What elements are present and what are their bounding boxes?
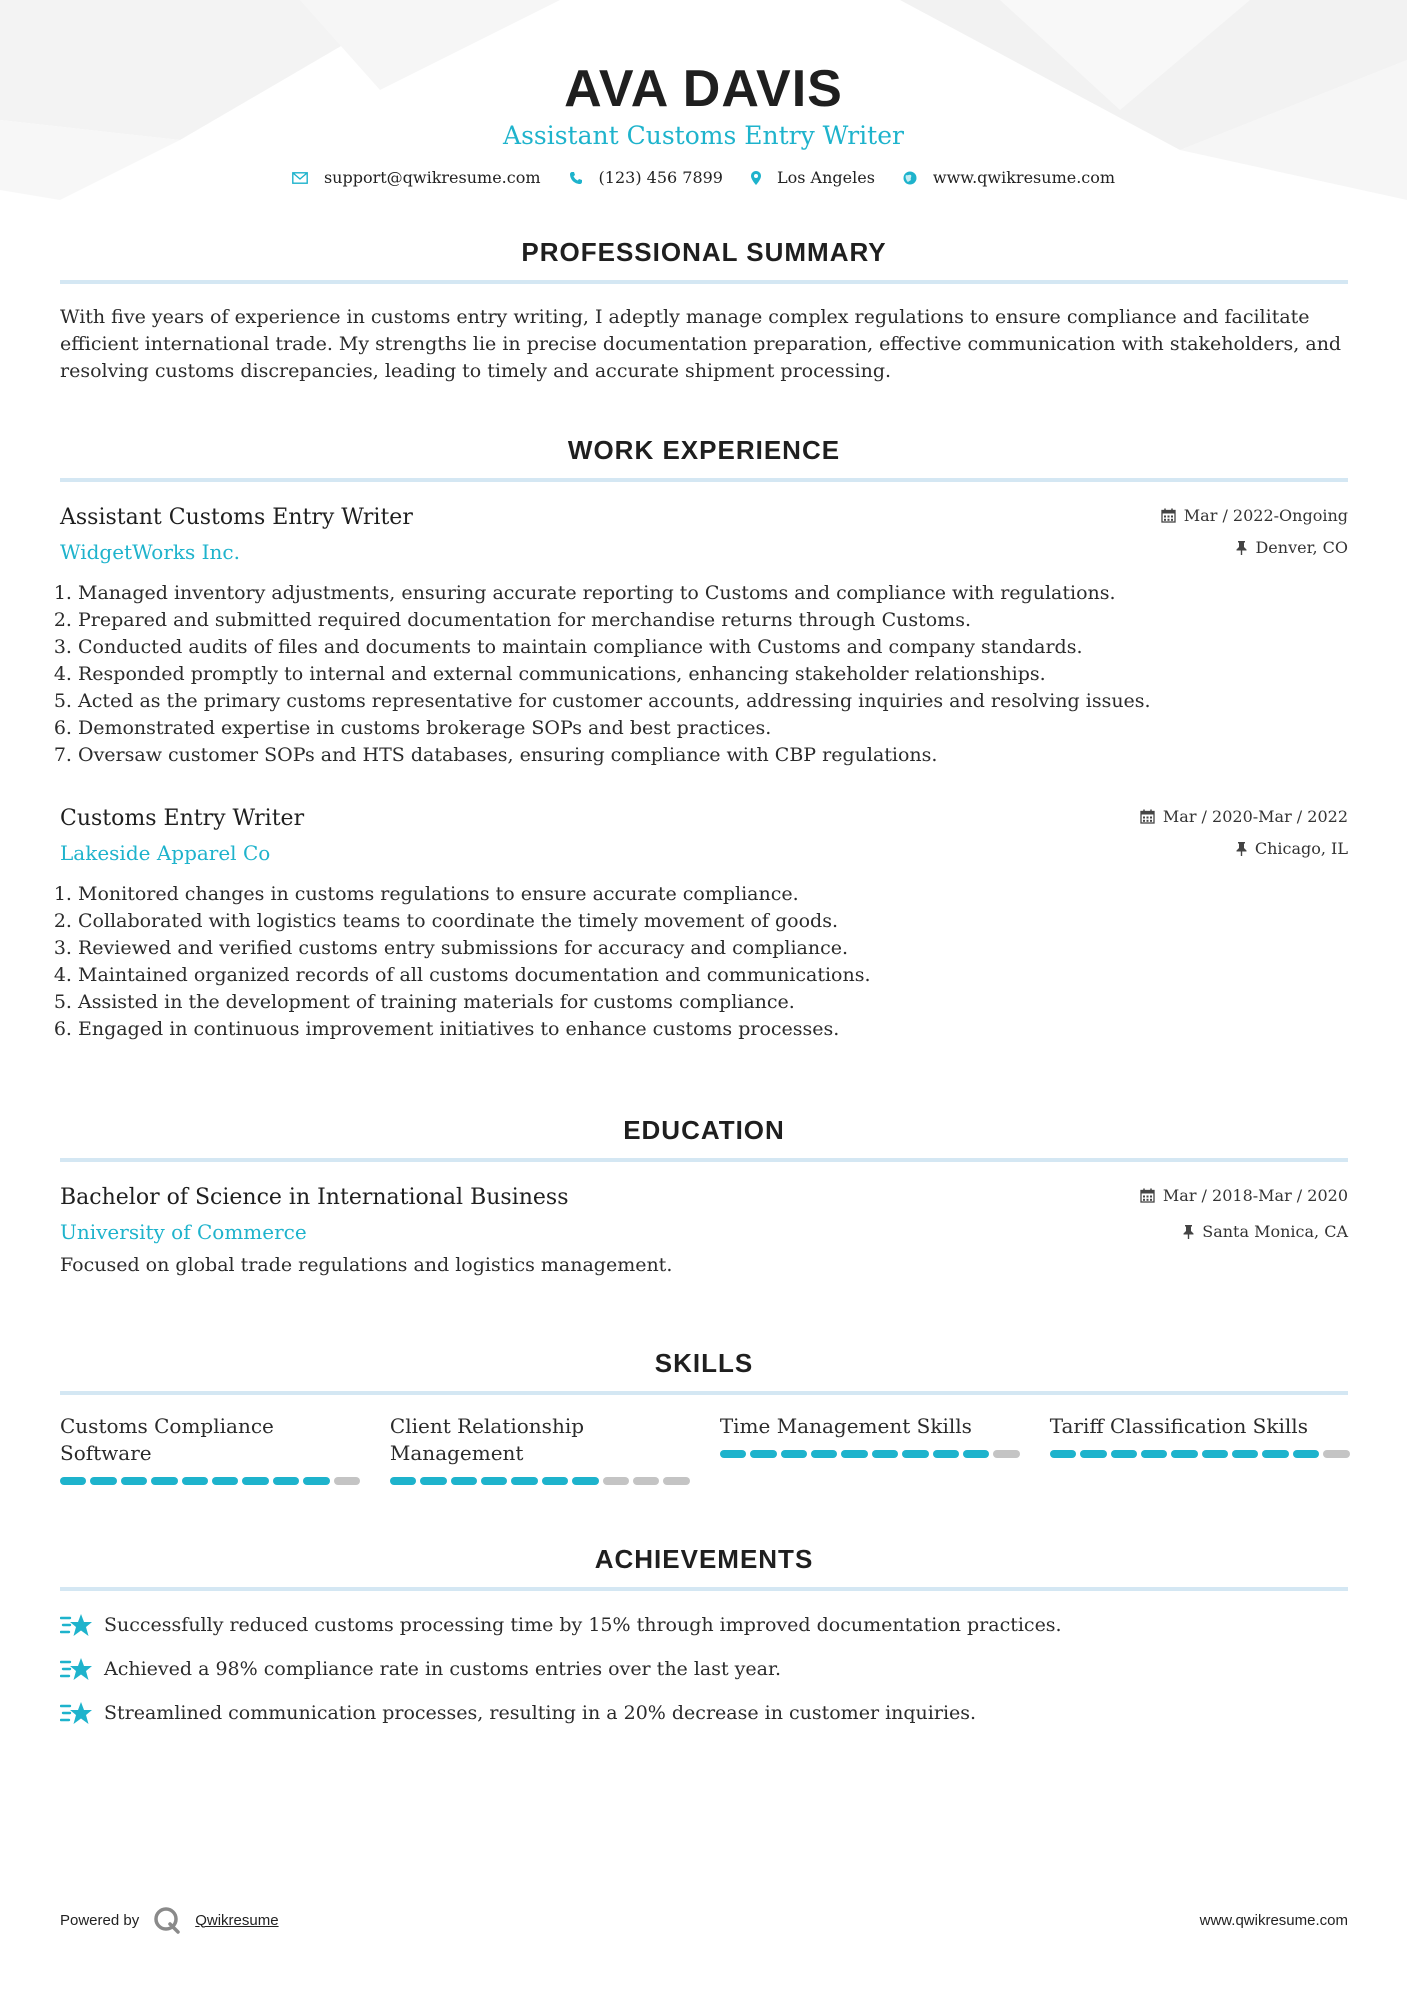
skill-segment-filled — [242, 1477, 268, 1485]
skill-segment-filled — [182, 1477, 208, 1485]
brand-link[interactable]: Qwikresume — [195, 1911, 279, 1929]
education-section — [60, 1114, 1348, 1276]
job-location-text: Chicago, IL — [1254, 839, 1348, 858]
duty-item: 3. Reviewed and verified customs entry submissions for accuracy and compliance. — [78, 935, 1348, 962]
skills-heading: SKILLS — [654, 1348, 754, 1378]
skill-level-bar — [390, 1477, 690, 1485]
skill-segment-filled — [303, 1477, 329, 1485]
pushpin-icon — [1236, 541, 1247, 555]
achievement-list — [60, 1603, 1348, 1735]
duty-item: 4. Responded promptly to internal and external communications, enhancing stakeholder relationships. — [78, 661, 1348, 688]
job-dates — [1140, 807, 1348, 826]
duty-list — [60, 881, 1348, 1043]
skill-segment-filled — [1202, 1450, 1228, 1458]
duty-item: 1. Managed inventory adjustments, ensuring accurate reporting to Customs and compliance with regulations. — [78, 580, 1348, 607]
skill-segment-empty — [334, 1477, 360, 1485]
globe-icon — [903, 171, 917, 185]
skill-segment-filled — [1111, 1450, 1137, 1458]
website-text: www.qwikresume.com — [932, 168, 1116, 187]
job-location — [1236, 839, 1348, 858]
achievement-item — [60, 1603, 1348, 1647]
degree-title: Bachelor of Science in International Business — [60, 1185, 569, 1210]
duty-item: 5. Acted as the primary customs representative for customer accounts, addressing inquiries and resolving issues. — [78, 688, 1348, 715]
skill-segment-filled — [212, 1477, 238, 1485]
skill-segment-filled — [1293, 1450, 1319, 1458]
powered-by-label: Powered by — [60, 1911, 140, 1929]
duty-item: 3. Conducted audits of files and documents to maintain compliance with Customs and company standards. — [78, 634, 1348, 661]
skill-level-bar — [60, 1477, 360, 1485]
skill-segment-filled — [151, 1477, 177, 1485]
skill-segment-filled — [963, 1450, 989, 1458]
skill-segment-filled — [1171, 1450, 1197, 1458]
skill-segment-filled — [933, 1450, 959, 1458]
shooting-star-icon — [60, 1655, 94, 1683]
achievements-heading: ACHIEVEMENTS — [594, 1544, 814, 1574]
achievement-item — [60, 1691, 1348, 1735]
duty-item: 6. Demonstrated expertise in customs brokerage SOPs and best practices. — [78, 715, 1348, 742]
job-title: Customs Entry Writer — [60, 806, 305, 831]
skill-segment-filled — [750, 1450, 776, 1458]
skill-segment-empty — [603, 1477, 629, 1485]
education-description: Focused on global trade regulations and logistics management. — [60, 1254, 673, 1276]
duty-item: 2. Prepared and submitted required documentation for merchandise returns through Customs. — [78, 607, 1348, 634]
footer-branding — [60, 1906, 279, 1934]
skill-segment-empty — [633, 1477, 659, 1485]
skill-segment-filled — [511, 1477, 537, 1485]
summary-section — [60, 236, 1348, 385]
skill-segment-filled — [1080, 1450, 1106, 1458]
section-divider — [60, 1391, 1348, 1395]
skill-segment-filled — [1262, 1450, 1288, 1458]
achievement-text: Successfully reduced customs processing time by 15% through improved documentation practices. — [104, 1613, 1062, 1636]
duty-item: 7. Oversaw customer SOPs and HTS databases, ensuring compliance with CBP regulations. — [78, 742, 1348, 769]
phone-text: (123) 456 7899 — [598, 168, 723, 187]
section-divider — [60, 1587, 1348, 1591]
skill-segment-filled — [121, 1477, 147, 1485]
contact-location — [751, 168, 875, 187]
skill-segment-empty — [1323, 1450, 1349, 1458]
skill-segment-filled — [60, 1477, 86, 1485]
job-entry — [60, 805, 1348, 1043]
resume-header — [0, 0, 1407, 187]
section-divider — [60, 1158, 1348, 1162]
job-dates-text: Mar / 2020-Mar / 2022 — [1162, 807, 1348, 826]
skill-segment-filled — [841, 1450, 867, 1458]
summary-text: With five years of experience in customs entry writing, I adeptly manage complex regulations to ensure compliance and facilitate efficient international trade. My strengths lie in precise documentation preparation, effective communication with stakeholders, and resolving customs discrepancies, leading to timely and accurate shipment processing. — [60, 306, 1342, 382]
skill-segment-filled — [1050, 1450, 1076, 1458]
skill-item — [60, 1413, 360, 1485]
skill-segment-filled — [902, 1450, 928, 1458]
skill-level-bar — [1050, 1450, 1350, 1458]
skill-segment-filled — [390, 1477, 416, 1485]
envelope-icon — [292, 172, 308, 184]
shooting-star-icon — [60, 1611, 94, 1639]
skill-item — [390, 1413, 690, 1485]
duty-list — [60, 580, 1348, 769]
skill-name: Time Management Skills — [719, 1414, 972, 1438]
skill-segment-filled — [420, 1477, 446, 1485]
job-title: Assistant Customs Entry Writer — [60, 505, 413, 530]
skill-segment-filled — [811, 1450, 837, 1458]
skill-segment-filled — [90, 1477, 116, 1485]
experience-section — [60, 434, 1348, 1040]
achievement-text: Achieved a 98% compliance rate in customs entries over the last year. — [104, 1657, 782, 1680]
calendar-icon — [1161, 508, 1176, 523]
job-entry — [60, 504, 1348, 769]
contact-email[interactable] — [292, 168, 541, 187]
education-entry — [60, 1184, 1348, 1279]
company-name: WidgetWorks Inc. — [60, 540, 240, 564]
shooting-star-icon — [60, 1699, 94, 1727]
duty-item: 1. Monitored changes in customs regulations to ensure accurate compliance. — [78, 881, 1348, 908]
pushpin-icon — [1183, 1225, 1194, 1239]
company-name: Lakeside Apparel Co — [60, 841, 271, 865]
candidate-name: AVA DAVIS — [564, 60, 843, 118]
skill-segment-filled — [1232, 1450, 1258, 1458]
pushpin-icon — [1236, 842, 1247, 856]
section-divider — [60, 478, 1348, 482]
job-location — [1236, 538, 1348, 557]
map-pin-icon — [751, 171, 761, 185]
skill-segment-filled — [872, 1450, 898, 1458]
skill-segment-empty — [993, 1450, 1019, 1458]
skills-row — [60, 1413, 1348, 1485]
calendar-icon — [1140, 1188, 1155, 1203]
skill-segment-filled — [720, 1450, 746, 1458]
achievement-text: Streamlined communication processes, resulting in a 20% decrease in customer inquiries. — [104, 1701, 977, 1724]
duty-item: 6. Engaged in continuous improvement initiatives to enhance customs processes. — [78, 1016, 1348, 1043]
skill-segment-empty — [663, 1477, 689, 1485]
skill-name: Client Relationship Management — [389, 1414, 585, 1465]
school-name: University of Commerce — [60, 1220, 307, 1244]
duty-item: 4. Maintained organized records of all customs documentation and communications. — [78, 962, 1348, 989]
education-location — [1183, 1222, 1348, 1241]
footer-website[interactable]: www.qwikresume.com — [1199, 1911, 1348, 1929]
contact-phone[interactable] — [569, 168, 723, 187]
skill-segment-filled — [481, 1477, 507, 1485]
email-text: support@qwikresume.com — [323, 168, 541, 187]
duty-item: 5. Assisted in the development of training materials for customs compliance. — [78, 989, 1348, 1016]
achievements-section — [60, 1543, 1348, 1735]
location-text: Los Angeles — [776, 168, 875, 187]
job-dates — [1161, 506, 1348, 525]
skill-item — [1050, 1413, 1350, 1485]
candidate-title: Assistant Customs Entry Writer — [503, 121, 904, 150]
achievement-item — [60, 1647, 1348, 1691]
education-heading: EDUCATION — [623, 1115, 785, 1145]
skill-segment-filled — [781, 1450, 807, 1458]
skill-name: Customs Compliance Software — [60, 1414, 274, 1465]
skills-section — [60, 1347, 1348, 1485]
skill-segment-filled — [1141, 1450, 1167, 1458]
qwikresume-logo-icon — [153, 1906, 181, 1934]
contact-website[interactable] — [903, 168, 1115, 187]
section-divider — [60, 280, 1348, 284]
job-location-text: Denver, CO — [1255, 538, 1348, 557]
skill-segment-filled — [572, 1477, 598, 1485]
calendar-icon — [1140, 809, 1155, 824]
summary-heading: PROFESSIONAL SUMMARY — [521, 237, 887, 267]
education-location-text: Santa Monica, CA — [1202, 1222, 1348, 1241]
job-dates-text: Mar / 2022-Ongoing — [1183, 506, 1348, 525]
skill-segment-filled — [273, 1477, 299, 1485]
skill-level-bar — [720, 1450, 1020, 1458]
skill-name: Tariff Classification Skills — [1049, 1414, 1308, 1438]
page-footer — [60, 1900, 1348, 1940]
skill-segment-filled — [542, 1477, 568, 1485]
duty-item: 2. Collaborated with logistics teams to coordinate the timely movement of goods. — [78, 908, 1348, 935]
experience-heading: WORK EXPERIENCE — [567, 435, 841, 465]
education-dates — [1140, 1186, 1348, 1205]
phone-icon — [569, 171, 583, 185]
skill-segment-filled — [451, 1477, 477, 1485]
skill-item — [720, 1413, 1020, 1485]
education-dates-text: Mar / 2018-Mar / 2020 — [1162, 1186, 1348, 1205]
contact-bar — [0, 168, 1407, 187]
